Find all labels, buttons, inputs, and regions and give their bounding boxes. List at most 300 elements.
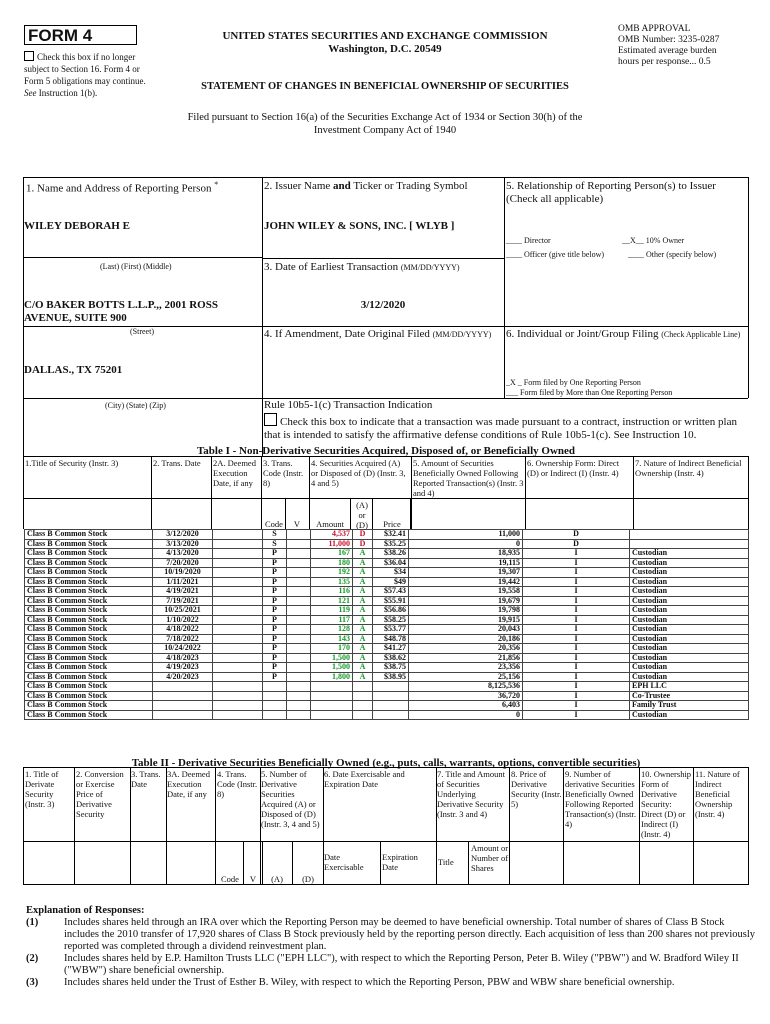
issuer-name: JOHN WILEY & SONS, INC. [ WLYB ] [264, 220, 455, 232]
table-cell: I [523, 682, 630, 692]
table-row [25, 710, 749, 720]
table-cell: P [263, 568, 287, 578]
table-cell: Class B Common Stock [25, 587, 153, 597]
section16-note-text: Check this box if no longer subject to Section 16. Form 4 or Form 5 obligations may continue. [24, 52, 146, 86]
table-cell: P [263, 634, 287, 644]
table-row [25, 653, 749, 663]
box2-label-and: and [333, 180, 351, 192]
t2-sub-exp: Expiration Date [382, 852, 418, 872]
table-cell: I [523, 701, 630, 711]
reporting-person-street: C/O BAKER BOTTS L.L.P.,, 2001 ROSS AVENUE, SUITE 900 [24, 299, 218, 324]
table-cell [353, 691, 373, 701]
table-cell: I [523, 625, 630, 635]
t1-h1: 1.Title of Security (Instr. 3) [25, 458, 119, 468]
table-cell [153, 691, 213, 701]
explanation-title: Explanation of Responses: [26, 905, 145, 916]
explanation-section [26, 905, 756, 989]
table-cell: $38.75 [373, 663, 409, 673]
table-cell [630, 596, 749, 606]
table-cell: Class B Common Stock [25, 663, 153, 673]
table-cell: A [353, 568, 373, 578]
table-cell: 1,500 [311, 653, 353, 663]
table-cell: 11,000 [311, 539, 353, 549]
rule-10b5-title: Rule 10b5-1(c) Transaction Indication [264, 399, 433, 411]
table-cell: $56.86 [373, 606, 409, 616]
t2-sub-v: V [249, 874, 257, 884]
table-cell: P [263, 596, 287, 606]
table-cell: 3/12/2020 [153, 530, 213, 540]
table-cell: 19,915 [409, 615, 523, 625]
table-cell: 117 [311, 615, 353, 625]
table-cell [630, 549, 749, 559]
table-cell [630, 530, 749, 540]
table-row [25, 644, 749, 654]
table-cell: I [523, 672, 630, 682]
t2-h7: 7. Title and Amount of Securities Underlying Derivative Security (Instr. 3 and 4) [437, 769, 506, 819]
table-cell [213, 691, 263, 701]
table-cell: A [353, 663, 373, 673]
table-cell [287, 653, 311, 663]
table-cell [287, 672, 311, 682]
table-cell: P [263, 663, 287, 673]
explanation-text: Includes shares held under the Trust of Esther B. Wiley, with respect to which the Reporting Person, PBW and WBW share beneficial ownership. [64, 977, 675, 988]
table2-col-rule [323, 767, 324, 884]
box1-rule-c [23, 398, 263, 399]
relationship-ten-pct-owner[interactable]: __X__ 10% Owner [622, 236, 685, 245]
table-cell: 19,115 [409, 558, 523, 568]
table-cell: Class B Common Stock [25, 672, 153, 682]
table2-sub-rule [468, 841, 469, 884]
table-cell: 0 [409, 710, 523, 720]
table-cell [287, 691, 311, 701]
table-cell: 7/19/2021 [153, 596, 213, 606]
table-cell: 19,307 [409, 568, 523, 578]
table-cell [153, 701, 213, 711]
table1-top-rule [23, 456, 749, 457]
table-cell [263, 682, 287, 692]
box3-label-fmt: (MM/DD/YYYY) [400, 263, 460, 272]
table2-col-rule [23, 767, 24, 884]
explanation-item [26, 977, 756, 989]
table-cell [311, 710, 353, 720]
table-cell: Class B Common Stock [25, 682, 153, 692]
table-row [25, 568, 749, 578]
table-cell [213, 587, 263, 597]
t1-h7: 7. Nature of Indirect Beneficial Ownership (Instr. 4) [635, 458, 742, 478]
filing-multiple-persons[interactable]: ___ Form filed by More than One Reporting Person [506, 388, 673, 397]
table1-col-rule [261, 456, 262, 529]
table-cell: 167 [311, 549, 353, 559]
table-cell [373, 701, 409, 711]
table-cell [630, 653, 749, 663]
box1-rule-a [23, 257, 263, 258]
table-cell: 7/20/2020 [153, 558, 213, 568]
table1-sub-rule [309, 498, 310, 529]
table-cell [287, 682, 311, 692]
nature-text: Custodian [632, 548, 668, 557]
table-cell [213, 558, 263, 568]
table-cell: 20,356 [409, 644, 523, 654]
table-cell [373, 682, 409, 692]
explanation-item [26, 953, 756, 977]
table-cell: 4,537 [311, 530, 353, 540]
table-cell: A [353, 653, 373, 663]
rule-10b5-checkbox[interactable] [264, 413, 277, 426]
table-cell: Class B Common Stock [25, 615, 153, 625]
table-cell: 11,000 [409, 530, 523, 540]
t2-header-rule [23, 841, 749, 842]
relationship-officer[interactable]: ____ Officer (give title below) [506, 250, 605, 259]
nature-text: Custodian [632, 643, 668, 652]
t1-sub-v: V [293, 519, 301, 529]
table-cell [213, 568, 263, 578]
box3-label-text: 3. Date of Earliest Transaction [264, 261, 399, 273]
t2-h1: 1. Title of Derivate Security (Instr. 3) [25, 769, 59, 809]
t1-h6: 6. Ownership Form: Direct (D) or Indirect (I) (Instr. 4) [527, 458, 620, 478]
table-cell: I [523, 577, 630, 587]
table1-col-rule [211, 456, 212, 529]
t2-sub-exer: Date Exercisable [324, 852, 364, 872]
table-cell: Class B Common Stock [25, 710, 153, 720]
section16-checkbox[interactable] [24, 51, 34, 61]
box5-label [506, 180, 746, 206]
section16-note [24, 51, 154, 99]
nature-text: Custodian [632, 558, 668, 567]
filed-line1: Filed pursuant to Section 16(a) of the Securities Exchange Act of 1934 or Section 30(h) of the [187, 112, 583, 123]
t2-h9: 9. Number of derivative Securities Beneficially Owned Following Reported Transaction(s) (Instr. 4) [565, 769, 636, 829]
table1-sub-rule [350, 498, 351, 529]
table-cell: 116 [311, 587, 353, 597]
table-cell: P [263, 672, 287, 682]
table-cell: Class B Common Stock [25, 691, 153, 701]
table2-col-rule [436, 767, 437, 884]
table-cell [263, 691, 287, 701]
omb-line4: hours per response... 0.5 [618, 57, 711, 67]
table-cell: $34 [373, 568, 409, 578]
table-cell: $38.95 [373, 672, 409, 682]
box6-label-text: 6. Individual or Joint/Group Filing [506, 328, 659, 340]
table1-col-rule [525, 456, 526, 529]
table-cell [213, 625, 263, 635]
box1-label-text: 1. Name and Address of Reporting Person [26, 182, 212, 195]
table-cell [630, 558, 749, 568]
table-cell: 19,798 [409, 606, 523, 616]
table-cell: 6,403 [409, 701, 523, 711]
table-cell: 18,935 [409, 549, 523, 559]
t1-h5: 5. Amount of Securities Beneficially Owned Following Reported Transaction(s) (Instr. 3 and 4) [413, 458, 524, 498]
table-row [25, 587, 749, 597]
table-cell [213, 644, 263, 654]
t2-h10: 10. Ownership Form of Derivative Security: Direct (D) or Indirect (I) (Instr. 4) [641, 769, 692, 839]
t2-sub-a: (A) [271, 874, 283, 884]
table2-col-rule [166, 767, 167, 884]
table1-sub-rule [372, 498, 373, 529]
table-cell: A [353, 615, 373, 625]
table-cell: $32.41 [373, 530, 409, 540]
table-row [25, 672, 749, 682]
box1-label-mark: * [214, 180, 219, 189]
table-cell: Class B Common Stock [25, 653, 153, 663]
table-cell: 4/18/2022 [153, 625, 213, 635]
omb-approval [618, 24, 758, 68]
table-cell [311, 701, 353, 711]
table-cell [287, 596, 311, 606]
section16-note-instr: Instruction 1(b). [38, 88, 98, 98]
nature-text: Custodian [632, 624, 668, 633]
table-cell: 20,043 [409, 625, 523, 635]
table-cell: 19,442 [409, 577, 523, 587]
table-cell: I [523, 568, 630, 578]
table2-sub-rule [262, 841, 263, 884]
table-cell: 1/10/2022 [153, 615, 213, 625]
table-cell [630, 710, 749, 720]
table-cell [353, 682, 373, 692]
form-title: FORM 4 [24, 25, 137, 45]
table-cell: 4/20/2023 [153, 672, 213, 682]
table-cell [287, 549, 311, 559]
table-cell: A [353, 596, 373, 606]
table-cell: P [263, 587, 287, 597]
table-cell: I [523, 615, 630, 625]
table-cell: Class B Common Stock [25, 596, 153, 606]
rule-10b5-text-body: Check this box to indicate that a transaction was made pursuant to a contract, instruction or written plan that is intended to satisfy the affirmative defense conditions of Rule 10b5-1(c). See Instruction 10. [264, 416, 737, 441]
table-cell [287, 587, 311, 597]
table-cell: P [263, 653, 287, 663]
t2-sub-d: (D) [302, 874, 314, 884]
table-cell [287, 606, 311, 616]
filing-one-person[interactable]: _X _ Form filed by One Reporting Person [506, 378, 641, 387]
box6-label-small: (Check Applicable Line) [661, 330, 741, 339]
box2-label-b: Ticker or Trading Symbol [353, 180, 468, 192]
table-cell [213, 634, 263, 644]
table-cell: I [523, 634, 630, 644]
table-cell [630, 615, 749, 625]
table-cell [213, 672, 263, 682]
table-cell: $36.04 [373, 558, 409, 568]
t2-bottom-rule [23, 884, 749, 885]
table2-col-rule [563, 767, 564, 884]
table-cell [287, 530, 311, 540]
table-cell: A [353, 549, 373, 559]
table-cell [373, 710, 409, 720]
nature-text: Custodian [632, 634, 668, 643]
t2-h6: 6. Date Exercisable and Expiration Date [324, 769, 405, 789]
t2-h3: 3. Trans. Date [131, 769, 161, 789]
table-cell [630, 672, 749, 682]
table-cell [153, 682, 213, 692]
t2-sub-title: Title [438, 857, 454, 867]
box1-label [26, 180, 218, 195]
table-cell [213, 663, 263, 673]
table2-col-rule [639, 767, 640, 884]
table-row [25, 539, 749, 549]
nature-text: Custodian [632, 567, 668, 576]
t1-sub-code: Code [265, 519, 283, 529]
table-cell: P [263, 558, 287, 568]
box6-label [506, 328, 746, 341]
nature-text: Custodian [632, 596, 668, 605]
t2-h8: 8. Price of Derivative Security (Instr. 5) [511, 769, 562, 809]
table-cell: $38.26 [373, 549, 409, 559]
table-cell: 0 [409, 539, 523, 549]
explanation-num: (3) [26, 977, 39, 988]
table-cell: 180 [311, 558, 353, 568]
table-cell [263, 710, 287, 720]
table-cell: $53.77 [373, 625, 409, 635]
table-row [25, 577, 749, 587]
table-cell: 10/19/2020 [153, 568, 213, 578]
table-cell: 10/25/2021 [153, 606, 213, 616]
table-cell: 25,156 [409, 672, 523, 682]
table-cell: I [523, 558, 630, 568]
table-cell: A [353, 587, 373, 597]
reporting-person-name: WILEY DEBORAH E [24, 220, 130, 232]
table-cell: I [523, 653, 630, 663]
relationship-other[interactable]: ____ Other (specify below) [628, 250, 717, 259]
table-cell: 19,679 [409, 596, 523, 606]
table-cell: Class B Common Stock [25, 701, 153, 711]
table2-col-rule [509, 767, 510, 884]
table-cell: $48.78 [373, 634, 409, 644]
reporting-person-city: DALLAS., TX 75201 [24, 364, 123, 376]
table-cell: I [523, 549, 630, 559]
table-cell [630, 634, 749, 644]
table-cell: A [353, 606, 373, 616]
table-cell: I [523, 710, 630, 720]
table-cell: Class B Common Stock [25, 577, 153, 587]
table-cell: $58.25 [373, 615, 409, 625]
nature-text: Co-Trustee [632, 691, 671, 700]
table-cell [630, 568, 749, 578]
t1-h2a: 2A. Deemed Execution Date, if any [213, 458, 256, 488]
table-row [25, 606, 749, 616]
table-cell [213, 710, 263, 720]
table-cell: $38.62 [373, 653, 409, 663]
table-cell: Class B Common Stock [25, 606, 153, 616]
table-cell [287, 558, 311, 568]
table1-col-rule [411, 456, 412, 529]
table-cell: I [523, 663, 630, 673]
table-cell: D [523, 530, 630, 540]
t2-h3a: 3A. Deemed Execution Date, if any [167, 769, 210, 799]
table-cell: 21,856 [409, 653, 523, 663]
filed-line2: Investment Company Act of 1940 [313, 125, 457, 136]
explanation-text: Includes shares held through an IRA over which the Reporting Person may be deemed to have beneficial ownership. Total number of shares of Class B Stock includes the 2010 transfer of 17,920 shares of Class B Stock previously held by the reporting person directly. Each acquisition of less than 200 shares not previously reported was completed through a dividend reinvestment plan. [64, 917, 756, 952]
box4-label-fmt: (MM/DD/YYYY) [432, 330, 492, 339]
box-right-rule [748, 177, 749, 398]
t1-h4: 4. Securities Acquired (A) or Disposed of (D) (Instr. 3, 4 and 5) [311, 458, 406, 488]
table-cell: 1,800 [311, 672, 353, 682]
table-cell: 4/13/2020 [153, 549, 213, 559]
table-cell [213, 653, 263, 663]
t2-h2: 2. Conversion or Exercise Price of Derivative Security [76, 769, 124, 819]
table-cell [287, 615, 311, 625]
table-row [25, 615, 749, 625]
filed-pursuant [150, 111, 620, 137]
earliest-transaction-date: 3/12/2020 [360, 299, 406, 311]
table-cell: P [263, 615, 287, 625]
t1-header-rule [23, 498, 749, 499]
t2-h4: 4. Trans. Code (Instr. 8) [217, 769, 258, 799]
table-cell: $35.25 [373, 539, 409, 549]
relationship-director[interactable]: ____ Director [506, 236, 551, 245]
table-cell: A [353, 634, 373, 644]
table-cell: D [523, 539, 630, 549]
table-cell: 192 [311, 568, 353, 578]
table-cell: Class B Common Stock [25, 644, 153, 654]
table2-col-rule [748, 767, 749, 884]
table-cell: P [263, 577, 287, 587]
nature-text: Custodian [632, 710, 668, 719]
table-cell: 36,720 [409, 691, 523, 701]
t1-sub-aord: (A) or (D) [356, 500, 368, 530]
table-cell [353, 701, 373, 711]
table-cell: P [263, 625, 287, 635]
table-cell: 10/24/2022 [153, 644, 213, 654]
table-cell [213, 701, 263, 711]
table-cell [630, 625, 749, 635]
nature-text: Custodian [632, 577, 668, 586]
table2-top-rule [23, 767, 749, 768]
box3-label [264, 261, 460, 273]
table-cell: I [523, 587, 630, 597]
table-cell [213, 539, 263, 549]
table-cell: $41.27 [373, 644, 409, 654]
table2-col-rule [215, 767, 216, 884]
t1-h3: 3. Trans. Code (Instr. 8) [263, 458, 304, 488]
name-caption: (Last) (First) (Middle) [100, 262, 172, 271]
omb-line2: OMB Number: 3235-0287 [618, 35, 720, 45]
t1-sub-price: Price [383, 519, 401, 529]
table-cell: Class B Common Stock [25, 625, 153, 635]
table-cell: I [523, 606, 630, 616]
table-cell: 19,558 [409, 587, 523, 597]
table-cell [630, 587, 749, 597]
table-cell [630, 606, 749, 616]
table-cell [630, 663, 749, 673]
agency-line1: UNITED STATES SECURITIES AND EXCHANGE COMMISSION [222, 30, 548, 42]
table-cell: $49 [373, 577, 409, 587]
table-cell: Class B Common Stock [25, 549, 153, 559]
explanation-text: Includes shares held by E.P. Hamilton Trusts LLC ("EPH LLC"), with respect to which the Reporting Person, Peter B. Wiley ("PBW") and W. Bradford Wiley II ("WBW") share beneficial ownership. [64, 953, 739, 976]
t1-h2: 2. Trans. Date [153, 458, 201, 468]
table-row [25, 625, 749, 635]
nature-text: EPH LLC [632, 681, 667, 690]
nature-text: Custodian [632, 662, 668, 671]
box4-label-text: 4. If Amendment, Date Original Filed [264, 328, 430, 340]
table-cell [287, 663, 311, 673]
agency-heading [180, 30, 590, 56]
table-cell [630, 691, 749, 701]
table-cell [213, 596, 263, 606]
nature-text: Family Trust [632, 700, 677, 709]
box3-top-rule [262, 258, 505, 259]
table-cell: I [523, 691, 630, 701]
table-cell: A [353, 558, 373, 568]
statement-title: STATEMENT OF CHANGES IN BENEFICIAL OWNERSHIP OF SECURITIES [201, 81, 569, 92]
table-cell: 143 [311, 634, 353, 644]
table-cell: I [523, 644, 630, 654]
table1-sub-rule [410, 498, 411, 529]
box4-label [264, 328, 491, 340]
table-cell: A [353, 577, 373, 587]
table2-sub-rule [380, 841, 381, 884]
table-cell [153, 710, 213, 720]
section16-note-see: See [24, 88, 37, 98]
box2-label [264, 180, 468, 192]
table-cell [287, 568, 311, 578]
explanation-num: (2) [26, 953, 39, 964]
